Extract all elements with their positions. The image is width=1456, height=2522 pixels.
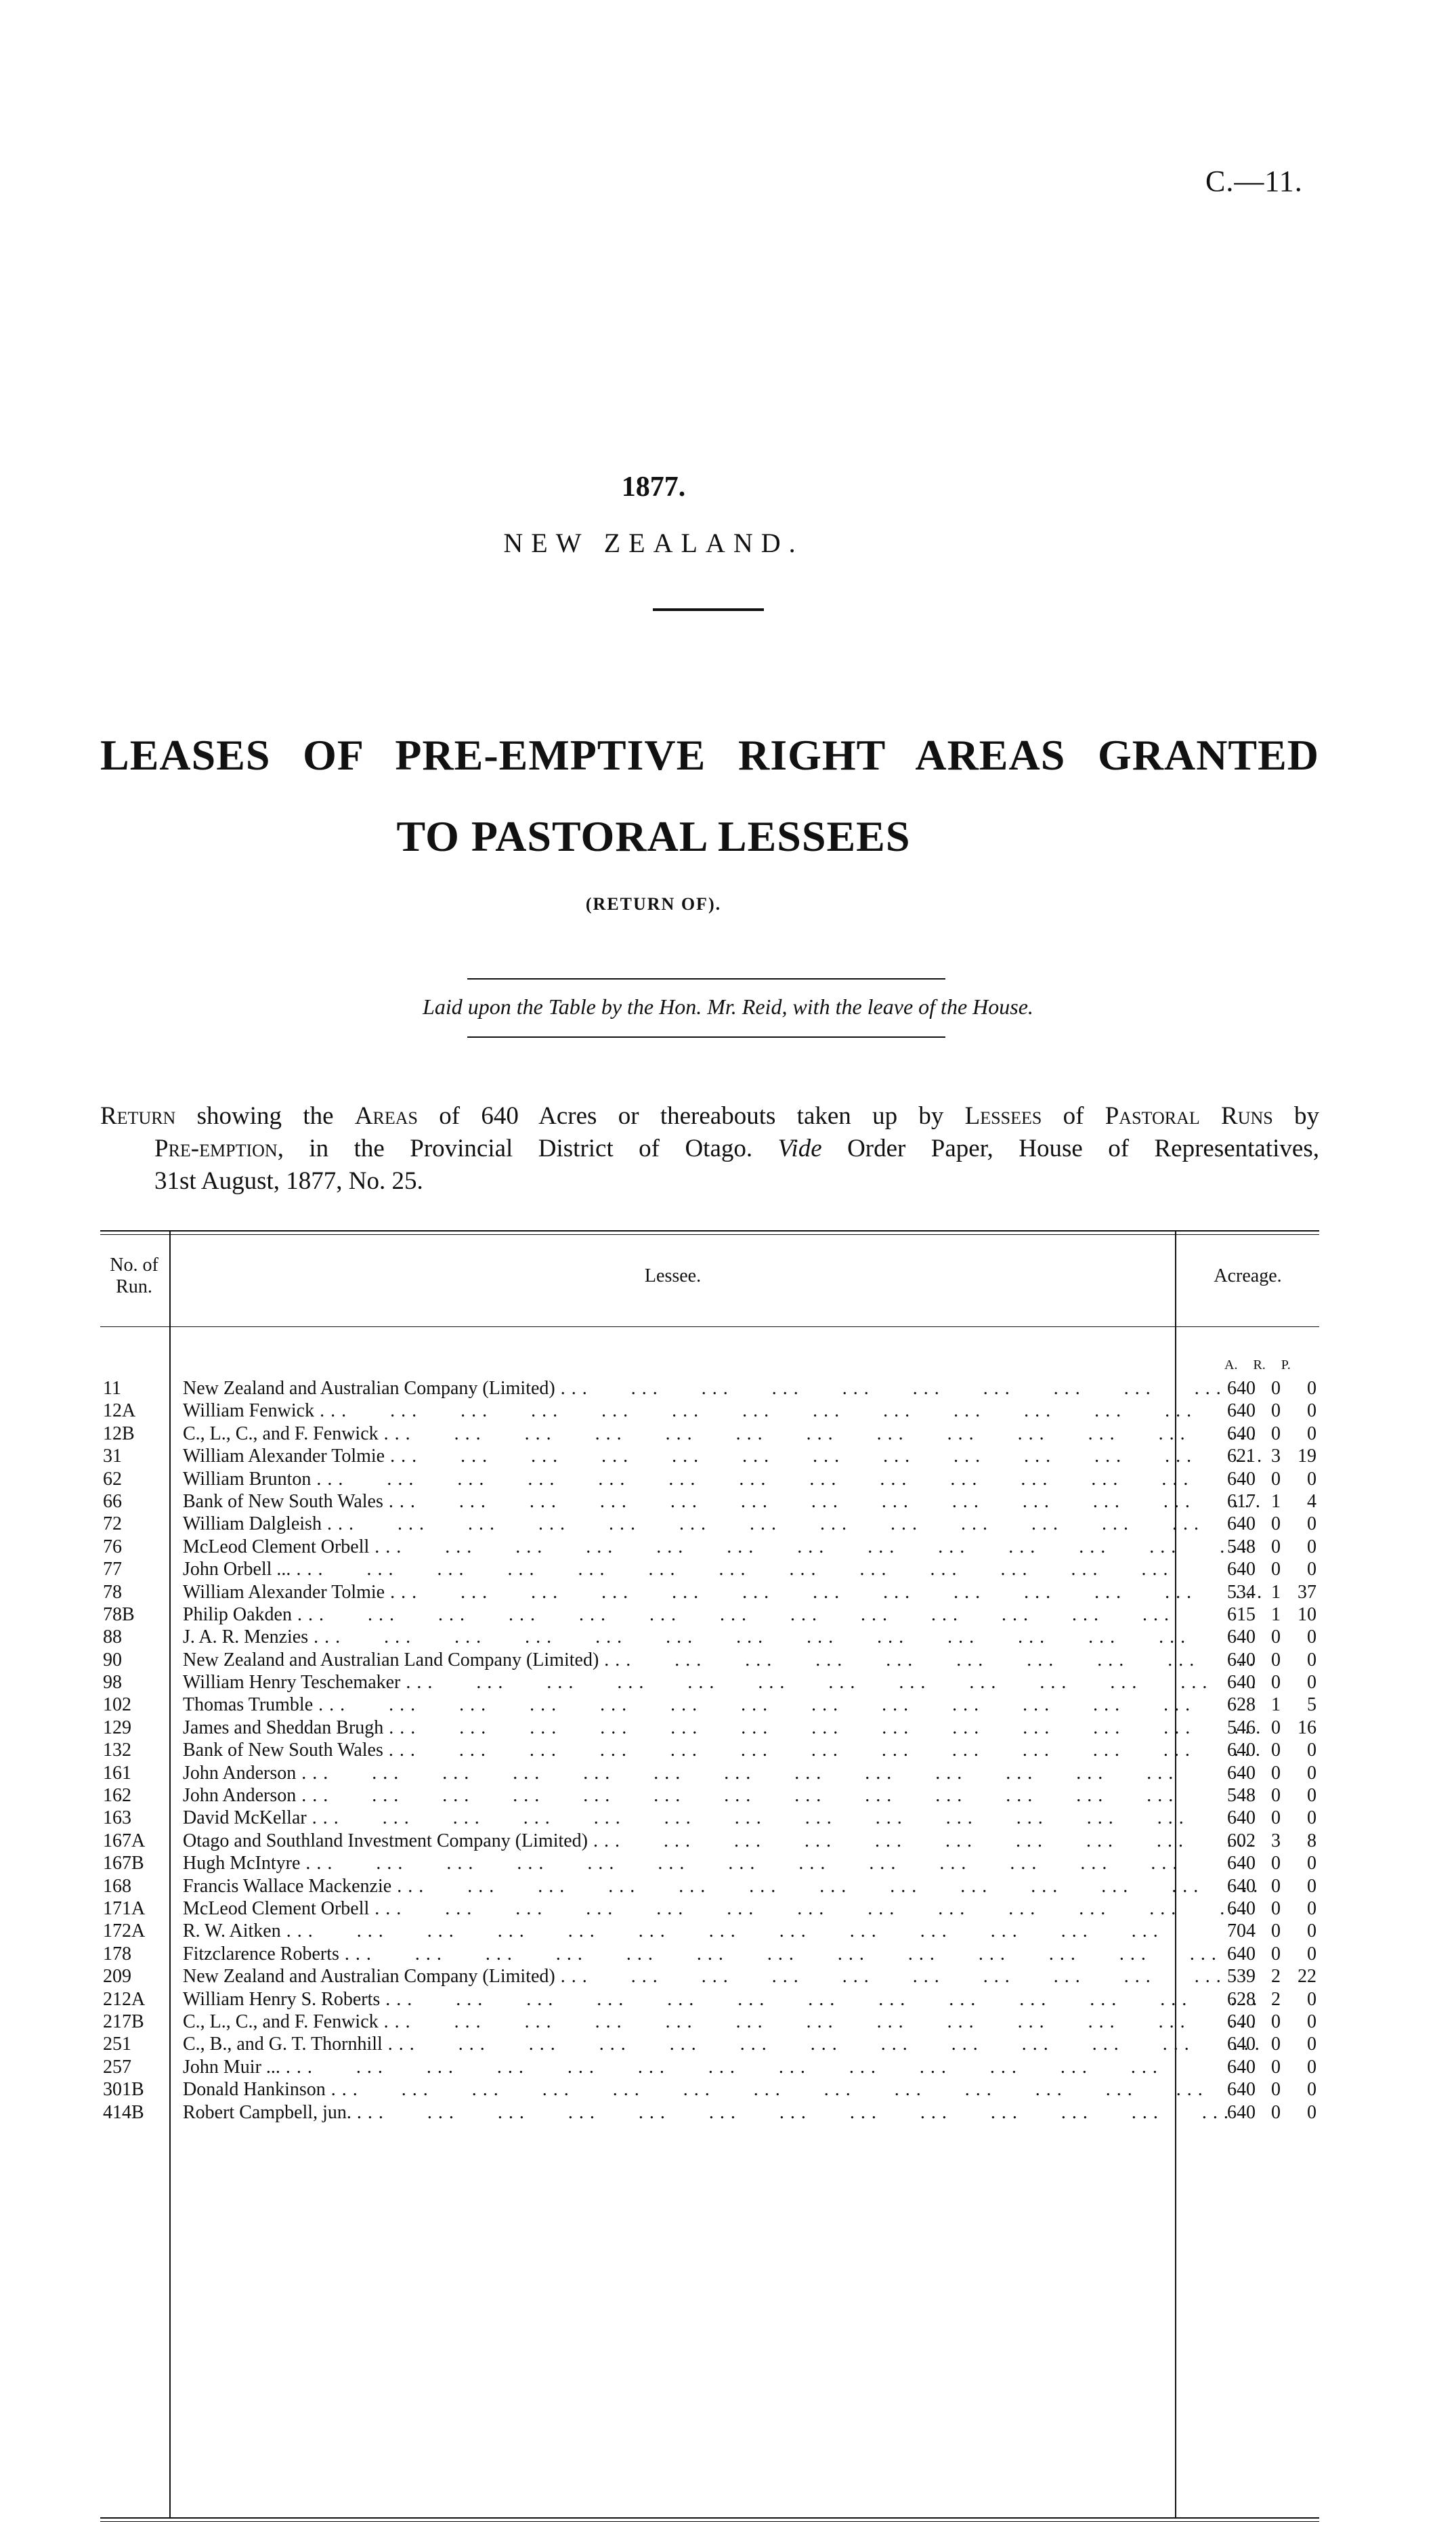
table-row <box>100 1671 1319 1694</box>
run-number: 88 <box>103 1626 122 1648</box>
acres: 539 <box>1227 1966 1256 1988</box>
acres: 548 <box>1227 1536 1256 1557</box>
lessee-name: New Zealand and Australian Land Company (Limited) . . . <box>183 1649 1261 1671</box>
intro-text: of <box>1042 1102 1105 1130</box>
word-lessees: Lessees <box>964 1102 1042 1130</box>
lessee-name: McLeod Clement Orbell . . . <box>183 1897 1261 1920</box>
run-number: 102 <box>103 1694 131 1716</box>
perches: 22 <box>1298 1966 1316 1988</box>
roods: 0 <box>1271 1400 1281 1422</box>
acres: 640 <box>1227 2056 1256 2078</box>
run-number: 251 <box>103 2034 131 2055</box>
acres: 548 <box>1227 1785 1256 1807</box>
roods: 0 <box>1271 1920 1281 1942</box>
table-top-rule <box>100 1230 1319 1232</box>
table-row <box>100 1490 1319 1513</box>
table-row <box>100 1807 1319 1829</box>
perches: 0 <box>1307 1513 1316 1535</box>
acres: 640 <box>1227 2011 1256 2032</box>
perches: 10 <box>1298 1603 1316 1625</box>
roods: 0 <box>1271 1536 1281 1557</box>
divider-top <box>467 978 945 980</box>
perches: 4 <box>1307 1490 1316 1512</box>
lessee-name: C., B., and G. T. Thornhill . . . <box>183 2033 1261 2055</box>
table-row <box>100 2078 1319 2101</box>
perches: 0 <box>1307 1559 1316 1580</box>
perches: 0 <box>1307 1536 1316 1557</box>
perches: 0 <box>1307 1672 1316 1694</box>
run-number: 132 <box>103 1740 131 1761</box>
word-areas: Areas <box>354 1102 418 1130</box>
table-row <box>100 2056 1319 2078</box>
intro-line-3 <box>100 1165 1319 1198</box>
roods: 0 <box>1271 1853 1281 1874</box>
roods: 0 <box>1271 1378 1281 1399</box>
lessee-name: Fitzclarence Roberts . . . <box>183 1943 1261 1965</box>
roods: 0 <box>1271 1626 1281 1648</box>
roods: 1 <box>1271 1694 1281 1716</box>
run-number: 77 <box>103 1559 122 1580</box>
run-number: 162 <box>103 1785 131 1807</box>
table-row <box>100 1739 1319 1761</box>
intro-line-1 <box>100 1100 1319 1133</box>
run-number: 178 <box>103 1943 131 1964</box>
lessee-name: Robert Campbell, jun. . . . <box>183 2101 1261 2124</box>
run-number: 72 <box>103 1513 122 1535</box>
roods: 0 <box>1271 1943 1281 1964</box>
intro-line-2 <box>100 1133 1319 1165</box>
table-row <box>100 1965 1319 1988</box>
roods: 0 <box>1271 2101 1281 2123</box>
run-number: 12A <box>103 1400 136 1422</box>
roods: 1 <box>1271 1581 1281 1603</box>
table-row <box>100 1875 1319 1897</box>
lessee-name: Otago and Southland Investment Company (Limited) . . . <box>183 1830 1261 1852</box>
document-reference: C.—11. <box>1205 165 1303 198</box>
country-heading: NEW ZEALAND. <box>503 528 804 558</box>
table-row <box>100 1852 1319 1874</box>
table-row <box>100 1513 1319 1535</box>
lessee-name: C., L., C., and F. Fenwick . . . <box>183 2011 1261 2033</box>
table-row <box>100 1649 1319 1671</box>
perches: 0 <box>1307 1897 1316 1919</box>
lessee-name: William Henry S. Roberts . . . <box>183 1988 1261 2011</box>
lessee-name: John Anderson . . . <box>183 1762 1261 1784</box>
perches: 0 <box>1307 1378 1316 1399</box>
lessee-name: William Henry Teschemaker . . . <box>183 1671 1261 1694</box>
roods: 0 <box>1271 2011 1281 2032</box>
intro-text: by <box>1272 1102 1319 1130</box>
lessee-name: Hugh McIntyre . . . <box>183 1852 1261 1874</box>
table-row <box>100 1603 1319 1626</box>
roods: 0 <box>1271 1559 1281 1580</box>
run-number: 167B <box>103 1853 144 1874</box>
acres: 704 <box>1227 1920 1256 1942</box>
table-row <box>100 1558 1319 1580</box>
perches: 0 <box>1307 1807 1316 1829</box>
intro-text: , in the Provincial District of Otago. <box>277 1135 778 1162</box>
table-row <box>100 1536 1319 1558</box>
lessee-name: William Brunton . . . <box>183 1468 1261 1490</box>
lessee-name: New Zealand and Australian Company (Limited) . . . <box>183 1965 1261 1988</box>
lessee-name: New Zealand and Australian Company (Limited) . . . <box>183 1377 1261 1400</box>
acres: 640 <box>1227 1626 1256 1648</box>
table-row <box>100 1784 1319 1807</box>
roods: 0 <box>1271 1740 1281 1761</box>
run-number: 78B <box>103 1603 135 1625</box>
table-row <box>100 1626 1319 1648</box>
column-header-acreage: Acreage. <box>1214 1265 1282 1286</box>
perches: 0 <box>1307 2034 1316 2055</box>
lessee-name: Thomas Trumble . . . <box>183 1694 1261 1716</box>
run-number: 98 <box>103 1672 122 1694</box>
table-row <box>100 1694 1319 1716</box>
perches: 0 <box>1307 2101 1316 2123</box>
perches: 19 <box>1298 1446 1316 1467</box>
acres: 640 <box>1227 1400 1256 1422</box>
table-row <box>100 1897 1319 1920</box>
roods: 0 <box>1271 2079 1281 2101</box>
table-row <box>100 1717 1319 1739</box>
lessee-name: John Anderson . . . <box>183 1784 1261 1807</box>
intro-paragraph <box>100 1100 1319 1198</box>
table-row <box>100 2101 1319 2124</box>
acres: 640 <box>1227 1853 1256 1874</box>
table-row <box>100 2011 1319 2033</box>
run-number: 212A <box>103 1988 146 2010</box>
intro-text: showing the <box>175 1102 355 1130</box>
roods: 2 <box>1271 1988 1281 2010</box>
laid-upon-table-note: Laid upon the Table by the Hon. Mr. Reid, with the leave of the House. <box>423 994 1033 1019</box>
lessee-name: Francis Wallace Mackenzie . . . <box>183 1875 1261 1897</box>
acres: 640 <box>1227 1423 1256 1444</box>
acres: 640 <box>1227 1897 1256 1919</box>
acres: 617 <box>1227 1490 1256 1512</box>
roods: 0 <box>1271 2034 1281 2055</box>
intro-text: 31st August, 1877, No. 25. <box>154 1167 423 1195</box>
table-bottom-rule <box>100 2517 1319 2519</box>
acreage-units: A. R. P. <box>1224 1358 1291 1372</box>
perches: 0 <box>1307 1400 1316 1422</box>
run-number: 301B <box>103 2079 144 2101</box>
acres: 628 <box>1227 1694 1256 1716</box>
intro-text: Order Paper, House of Representatives, <box>821 1135 1319 1162</box>
lessee-name: David McKellar . . . <box>183 1807 1261 1829</box>
run-number: 257 <box>103 2056 131 2078</box>
table-top-rule-thin <box>100 1234 1319 1235</box>
perches: 0 <box>1307 2011 1316 2032</box>
roods: 0 <box>1271 1762 1281 1784</box>
column-header-lessee: Lessee. <box>644 1265 702 1286</box>
perches: 0 <box>1307 1740 1316 1761</box>
column-header-run: No. of Run. <box>110 1255 158 1297</box>
table-row <box>100 1468 1319 1490</box>
lessee-name: John Orbell ... . . . <box>183 1558 1261 1580</box>
perches: 0 <box>1307 2056 1316 2078</box>
acres: 640 <box>1227 2079 1256 2101</box>
acres: 640 <box>1227 1513 1256 1535</box>
run-number: 414B <box>103 2101 144 2123</box>
roods: 0 <box>1271 1423 1281 1444</box>
perches: 8 <box>1307 1830 1316 1851</box>
table-row <box>100 1762 1319 1784</box>
perches: 0 <box>1307 1988 1316 2010</box>
perches: 0 <box>1307 2079 1316 2101</box>
lessee-name: Philip Oakden . . . <box>183 1603 1261 1626</box>
word-return: Return <box>100 1102 176 1130</box>
perches: 0 <box>1307 1468 1316 1490</box>
acres: 628 <box>1227 1988 1256 2010</box>
perches: 0 <box>1307 1943 1316 1964</box>
perches: 0 <box>1307 1626 1316 1648</box>
acres: 640 <box>1227 1559 1256 1580</box>
lessee-name: John Muir ... . . . <box>183 2056 1261 2078</box>
acres: 640 <box>1227 1649 1256 1670</box>
short-divider <box>653 608 764 611</box>
run-number: 217B <box>103 2011 144 2032</box>
roods: 0 <box>1271 1897 1281 1919</box>
run-number: 11 <box>103 1378 121 1399</box>
run-number: 163 <box>103 1807 131 1829</box>
word-pastoral-runs: Pastoral Runs <box>1105 1102 1273 1130</box>
title-line-1: LEASES OF PRE-EMPTIVE RIGHT AREAS GRANTED <box>100 731 1319 779</box>
lessee-name: C., L., C., and F. Fenwick . . . <box>183 1423 1261 1445</box>
table-row <box>100 1377 1319 1400</box>
run-number: 209 <box>103 1966 131 1988</box>
run-number: 167A <box>103 1830 146 1851</box>
acres: 640 <box>1227 1378 1256 1399</box>
acres: 640 <box>1227 1740 1256 1761</box>
table-row <box>100 1400 1319 1422</box>
perches: 0 <box>1307 1920 1316 1942</box>
run-number: 129 <box>103 1717 131 1738</box>
run-number: 31 <box>103 1446 122 1467</box>
lessee-name: R. W. Aitken . . . <box>183 1920 1261 1942</box>
lessee-name: William Dalgleish . . . <box>183 1513 1261 1535</box>
divider-bottom <box>467 1036 945 1038</box>
table-row <box>100 2033 1319 2055</box>
run-number: 172A <box>103 1920 146 1942</box>
run-number: 62 <box>103 1468 122 1490</box>
roods: 1 <box>1271 1490 1281 1512</box>
perches: 5 <box>1307 1694 1316 1716</box>
acres: 615 <box>1227 1603 1256 1625</box>
acres: 640 <box>1227 1468 1256 1490</box>
perches: 0 <box>1307 1649 1316 1670</box>
run-number: 171A <box>103 1897 146 1919</box>
run-number: 66 <box>103 1490 122 1512</box>
acres: 546 <box>1227 1717 1256 1738</box>
perches: 16 <box>1298 1717 1316 1738</box>
table-header-rule <box>100 1326 1319 1327</box>
title-line-2: TO PASTORAL LESSEES <box>396 812 911 860</box>
table-row <box>100 1445 1319 1467</box>
lessee-name: James and Sheddan Brugh . . . <box>183 1717 1261 1739</box>
lessee-name: William Alexander Tolmie . . . <box>183 1581 1261 1603</box>
lessee-name: Donald Hankinson . . . <box>183 2078 1261 2101</box>
roods: 0 <box>1271 1468 1281 1490</box>
roods: 3 <box>1271 1830 1281 1851</box>
run-number: 90 <box>103 1649 122 1670</box>
roods: 0 <box>1271 1649 1281 1670</box>
table-row <box>100 1988 1319 2011</box>
roods: 0 <box>1271 1807 1281 1829</box>
perches: 0 <box>1307 1853 1316 1874</box>
table-row <box>100 1830 1319 1852</box>
run-number: 78 <box>103 1581 122 1603</box>
perches: 0 <box>1307 1762 1316 1784</box>
acres: 640 <box>1227 2034 1256 2055</box>
roods: 0 <box>1271 1875 1281 1897</box>
roods: 0 <box>1271 2056 1281 2078</box>
run-number: 161 <box>103 1762 131 1784</box>
perches: 0 <box>1307 1875 1316 1897</box>
lessee-name: William Alexander Tolmie . . . <box>183 1445 1261 1467</box>
roods: 1 <box>1271 1603 1281 1625</box>
word-preemption: Pre-emption <box>154 1135 278 1162</box>
table-row <box>100 1943 1319 1965</box>
table-row <box>100 1581 1319 1603</box>
acres: 640 <box>1227 1943 1256 1964</box>
acres: 621 <box>1227 1446 1256 1467</box>
perches: 0 <box>1307 1785 1316 1807</box>
roods: 0 <box>1271 1513 1281 1535</box>
lessee-name: McLeod Clement Orbell . . . <box>183 1536 1261 1558</box>
roods: 3 <box>1271 1446 1281 1467</box>
word-vide: Vide <box>777 1135 822 1162</box>
roods: 2 <box>1271 1966 1281 1988</box>
acres: 640 <box>1227 1762 1256 1784</box>
lessee-name: William Fenwick . . . <box>183 1400 1261 1422</box>
lessee-name: J. A. R. Menzies . . . <box>183 1626 1261 1648</box>
acres: 534 <box>1227 1581 1256 1603</box>
run-number: 12B <box>103 1423 135 1444</box>
acres: 640 <box>1227 2101 1256 2123</box>
roods: 0 <box>1271 1785 1281 1807</box>
year-heading: 1877. <box>621 471 686 503</box>
lessee-name: Bank of New South Wales . . . <box>183 1490 1261 1513</box>
perches: 0 <box>1307 1423 1316 1444</box>
table-body <box>100 1377 1319 2124</box>
lessee-name: Bank of New South Wales . . . <box>183 1739 1261 1761</box>
acres: 640 <box>1227 1672 1256 1694</box>
acres: 640 <box>1227 1807 1256 1829</box>
run-number: 168 <box>103 1875 131 1897</box>
table-row <box>100 1423 1319 1445</box>
table-row <box>100 1920 1319 1942</box>
subtitle: (RETURN OF). <box>585 894 722 914</box>
acres: 602 <box>1227 1830 1256 1851</box>
acres: 640 <box>1227 1875 1256 1897</box>
run-number: 76 <box>103 1536 122 1557</box>
intro-text: of 640 Acres or thereabouts taken up by <box>418 1102 965 1130</box>
roods: 0 <box>1271 1717 1281 1738</box>
roods: 0 <box>1271 1672 1281 1694</box>
perches: 37 <box>1298 1581 1316 1603</box>
